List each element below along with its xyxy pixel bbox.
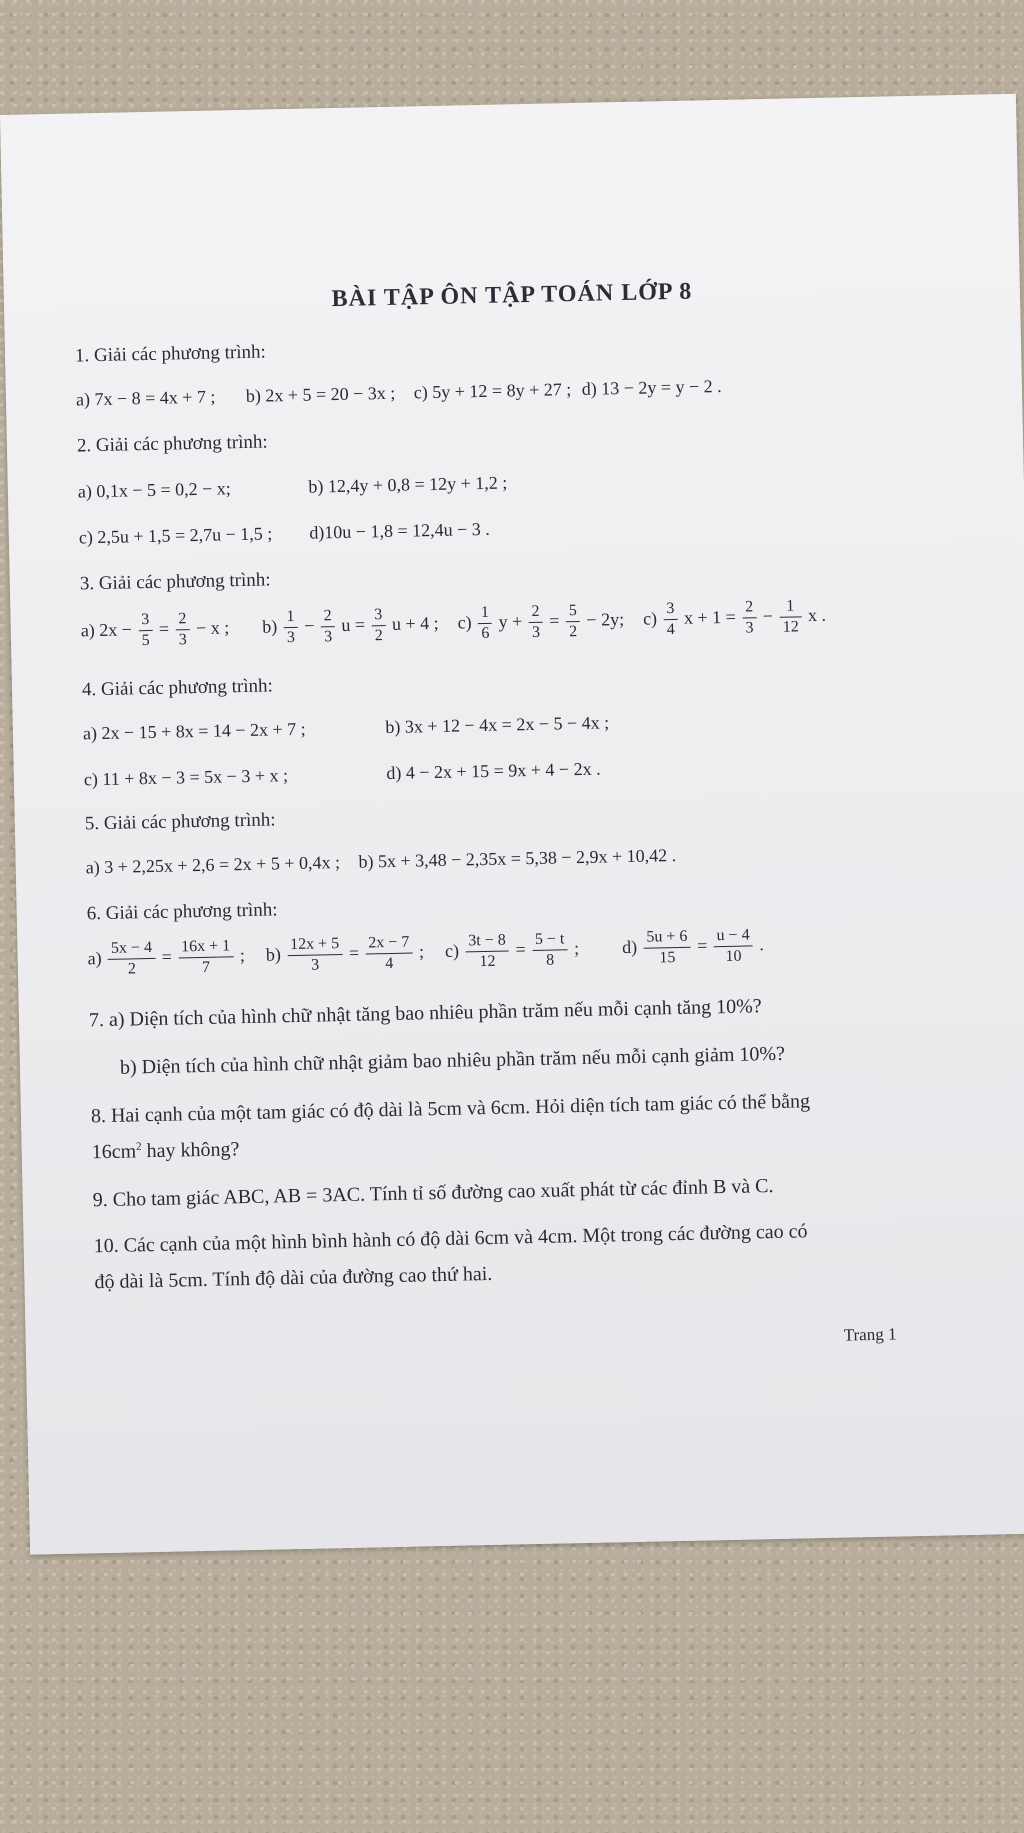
problem-2-heading: 2. Giải các phương trình: [76, 431, 268, 457]
problem-3-items [80, 596, 826, 653]
worksheet [0, 94, 1024, 1555]
problem-4-row-2 [84, 759, 601, 791]
paper-sheet [0, 94, 1024, 1555]
problem-6-heading: 6. Giải các phương trình: [86, 899, 278, 925]
problem-5-items [86, 845, 677, 878]
problem-2a: a) 0,1x − 5 = 0,2 − x; [77, 478, 232, 502]
problem-3c: c) $\frac{1}{6}$ y + $\frac{2}{3}$ = $\frac{5}{2}$ − 2y; [457, 609, 628, 633]
fraction: $\frac{3t - 8}{12}$ [465, 931, 509, 973]
fraction: $\frac{2}{3}$ [175, 609, 190, 650]
problem-7a: 7. a) Diện tích của hình chữ nhật tăng bao nhiêu phần trăm nếu mỗi cạnh tăng 10%? [88, 995, 762, 1032]
fraction: $\frac{2x - 7}{4}$ [365, 933, 413, 975]
problem-8-line-2: $16cm^2$ hay không? [91, 1138, 240, 1164]
problem-1-items [76, 376, 722, 411]
problem-6-items [87, 925, 764, 980]
problem-1c: c) 5y + 12 = 8y + 27 ; [413, 379, 572, 403]
fraction: $\frac{5x - 4}{2}$ [108, 938, 156, 980]
problem-1a: a) 7x − 8 = 4x + 7 ; [75, 386, 216, 410]
problem-4d: d) 4 − 2x + 15 = 9x + 4 − 2x . [386, 758, 601, 784]
fraction: $\frac{1}{12}$ [779, 596, 802, 637]
problem-9: 9. Cho tam giác ABC, AB = 3AC. Tính tỉ số đường cao xuất phát từ các đỉnh B và C. [92, 1175, 774, 1212]
fraction: $\frac{5 - t}{8}$ [532, 929, 568, 971]
problem-10-line-2: độ dài là 5cm. Tính độ dài của đường cao thứ hai. [94, 1262, 493, 1294]
fraction: $\frac{u - 4}{10}$ [713, 925, 753, 967]
problem-1-heading: 1. Giải các phương trình: [74, 341, 267, 367]
fraction: $\frac{2}{3}$ [742, 597, 757, 638]
problem-3d: c) $\frac{3}{4}$ x + 1 = $\frac{2}{3}$ − $\frac{1}{12}$ x . [643, 604, 826, 628]
problem-1d: d) 13 − 2y = y − 2 . [581, 375, 722, 399]
problem-2c: c) 2,5u + 1,5 = 2,7u − 1,5 ; [78, 523, 273, 548]
problem-3-heading: 3. Giải các phương trình: [79, 569, 271, 595]
problem-3a: a) 2x − $\frac{3}{5}$ = $\frac{2}{3}$ − x ; [81, 617, 234, 640]
page-number: Trang 1 [843, 1324, 897, 1345]
problem-2-row-2 [79, 519, 490, 549]
problem-6c: c) $\frac{3t - 8}{12}$ = $\frac{5 - t}{8}$ ; [445, 938, 584, 961]
page-title: BÀI TẬP ÔN TẬP TOÁN LỚP 8 [331, 278, 693, 313]
problem-3b: b) $\frac{1}{3}$ − $\frac{2}{3}$ u = $\frac{3}{2}$ u + 4 ; [262, 612, 443, 636]
problem-2d: d)10u − 1,8 = 12,4u − 3 . [309, 518, 490, 543]
problem-6b: b) $\frac{12x + 5}{3}$ = $\frac{2x - 7}{4}$ ; [266, 941, 429, 964]
problem-10-line-1: 10. Các cạnh của một hình bình hành có độ dài 6cm và 4cm. Một trong các đường cao có [93, 1220, 808, 1258]
problem-8-line-1: 8. Hai cạnh của một tam giác có độ dài là 5cm và 6cm. Hỏi diện tích tam giác có thể bằng [90, 1090, 811, 1128]
problem-5b: b) 5x + 3,48 − 2,35x = 5,38 − 2,9x + 10,42 . [358, 845, 677, 872]
problem-4c: c) 11 + 8x − 3 = 5x − 3 + x ; [83, 765, 289, 790]
problem-4b: b) 3x + 12 − 4x = 2x − 5 − 4x ; [385, 712, 610, 738]
fraction: $\frac{12x + 5}{3}$ [287, 934, 343, 976]
problem-4a: a) 2x − 15 + 8x = 14 − 2x + 7 ; [82, 718, 306, 744]
fraction: $\frac{1}{6}$ [478, 603, 493, 644]
problem-7b: b) Diện tích của hình chữ nhật giảm bao nhiêu phần trăm nếu mỗi cạnh giảm 10%? [119, 1042, 786, 1079]
problem-5a: a) 3 + 2,25x + 2,6 = 2x + 5 + 0,4x ; [85, 852, 341, 878]
problem-4-row-1 [83, 712, 610, 744]
problem-6a: a) $\frac{5x - 4}{2}$ = $\frac{16x + 1}{7}$ ; [87, 945, 249, 968]
problem-1b: b) 2x + 5 = 20 − 3x ; [245, 382, 396, 406]
fraction: $\frac{2}{3}$ [320, 606, 335, 647]
fraction: $\frac{3}{5}$ [138, 610, 153, 651]
fraction: $\frac{5}{2}$ [566, 601, 581, 642]
problem-2b: b) 12,4y + 0,8 = 12y + 1,2 ; [308, 472, 508, 497]
problem-4-heading: 4. Giải các phương trình: [81, 675, 274, 701]
fraction: $\frac{1}{3}$ [283, 607, 298, 648]
fraction: $\frac{16x + 1}{7}$ [178, 936, 234, 978]
fraction: $\frac{3}{2}$ [371, 605, 386, 646]
problem-2-row-1 [78, 472, 508, 502]
fraction: $\frac{5u + 6}{15}$ [643, 927, 691, 969]
problem-6d: d) $\frac{5u + 6}{15}$ = $\frac{u - 4}{10}$ . [622, 934, 764, 957]
problem-5-heading: 5. Giải các phương trình: [84, 809, 276, 835]
fraction: $\frac{3}{4}$ [663, 599, 678, 640]
fraction: $\frac{2}{3}$ [528, 602, 543, 643]
